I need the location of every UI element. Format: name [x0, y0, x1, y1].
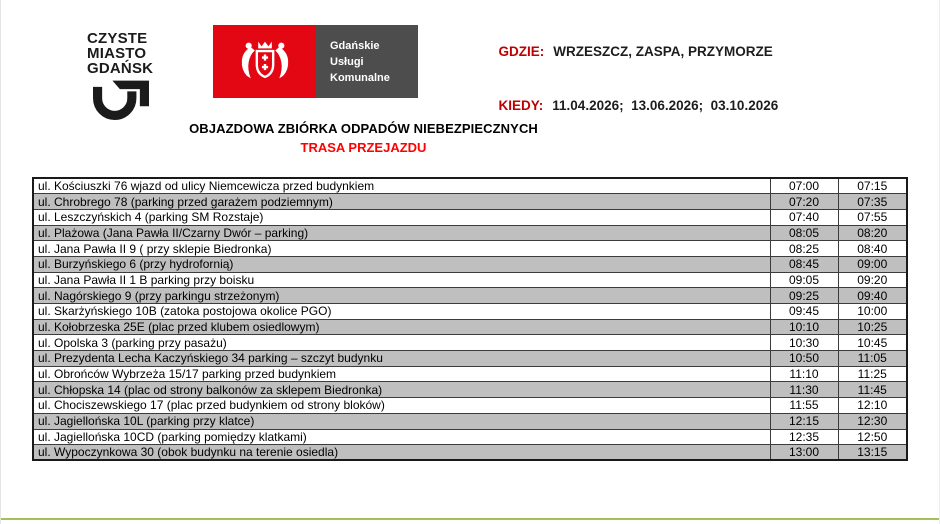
city-logo: [87, 31, 153, 120]
time-from-cell: 10:30: [770, 335, 838, 351]
time-to-cell: 08:20: [838, 225, 907, 241]
time-to-cell: 09:00: [838, 256, 907, 272]
time-from-cell: 12:35: [770, 429, 838, 445]
where-value: WRZESZCZ, ZASPA, PRZYMORZE: [553, 44, 773, 59]
street-cell: ul. Leszczyńskich 4 (parking SM Rozstaje): [33, 209, 770, 225]
title-block: [181, 121, 546, 155]
guk-logo: [213, 25, 418, 98]
time-to-cell: 12:10: [838, 398, 907, 414]
time-to-cell: 09:40: [838, 288, 907, 304]
time-to-cell: 08:40: [838, 241, 907, 257]
street-cell: ul. Jagiellońska 10L (parking przy klatce): [33, 413, 770, 429]
street-cell: ul. Burzyńskiego 6 (przy hydrofornią): [33, 256, 770, 272]
city-logo-text: [87, 31, 153, 76]
time-from-cell: 10:10: [770, 319, 838, 335]
guk-logo-text: [316, 25, 418, 98]
table-row: [33, 209, 907, 225]
street-cell: ul. Chrobrego 78 (parking przed garażem podziemnym): [33, 194, 770, 210]
street-cell: ul. Kołobrzeska 25E (plac przed klubem osiedlowym): [33, 319, 770, 335]
table-row: [33, 413, 907, 429]
time-to-cell: 10:25: [838, 319, 907, 335]
time-to-cell: 10:45: [838, 335, 907, 351]
time-from-cell: 08:05: [770, 225, 838, 241]
guk-logo-line2: Usługi: [330, 56, 364, 68]
time-to-cell: 07:55: [838, 209, 907, 225]
where-label: GDZIE:: [498, 44, 545, 59]
time-from-cell: 13:00: [770, 445, 838, 461]
table-row: [33, 241, 907, 257]
time-from-cell: 08:25: [770, 241, 838, 257]
time-from-cell: 07:40: [770, 209, 838, 225]
time-to-cell: 12:50: [838, 429, 907, 445]
schedule-table: [32, 177, 908, 461]
guk-logo-line3: Komunalne: [330, 72, 390, 84]
city-logo-line2: MIASTO: [87, 45, 147, 62]
table-row: [33, 178, 907, 194]
table-row: [33, 429, 907, 445]
street-cell: ul. Kościuszki 76 wjazd od ulicy Niemcewicza przed budynkiem: [33, 178, 770, 194]
time-to-cell: 07:35: [838, 194, 907, 210]
street-cell: ul. Plażowa (Jana Pawła II/Czarny Dwór – parking): [33, 225, 770, 241]
guk-logo-crest-panel: [213, 25, 316, 98]
street-cell: ul. Chociszewskiego 17 (plac przed budynkiem od strony bloków): [33, 398, 770, 414]
table-row: [33, 445, 907, 461]
table-row: [33, 335, 907, 351]
table-row: [33, 194, 907, 210]
time-to-cell: 11:25: [838, 366, 907, 382]
street-cell: ul. Skarżyńskiego 10B (zatoka postojowa okolice PGO): [33, 304, 770, 320]
time-to-cell: 12:30: [838, 413, 907, 429]
when-label: KIEDY:: [498, 98, 544, 113]
time-from-cell: 07:20: [770, 194, 838, 210]
time-to-cell: 09:20: [838, 272, 907, 288]
time-from-cell: 10:50: [770, 351, 838, 367]
street-cell: ul. Wypoczynkowa 30 (obok budynku na terenie osiedla): [33, 445, 770, 461]
table-row: [33, 351, 907, 367]
city-logo-line1: CZYSTE: [87, 30, 148, 47]
gdansk-coat-of-arms-icon: [231, 37, 299, 87]
footer-accent-line: [1, 518, 940, 520]
table-row: [33, 272, 907, 288]
table-row: [33, 256, 907, 272]
time-from-cell: 11:55: [770, 398, 838, 414]
time-to-cell: 07:15: [838, 178, 907, 194]
table-row: [33, 288, 907, 304]
table-row: [33, 304, 907, 320]
time-to-cell: 10:00: [838, 304, 907, 320]
street-cell: ul. Chłopska 14 (plac od strony balkonów za sklepem Biedronka): [33, 382, 770, 398]
street-cell: ul. Nagórskiego 9 (przy parkingu strzeżonym): [33, 288, 770, 304]
street-cell: ul. Jagiellońska 10CD (parking pomiędzy klatkami): [33, 429, 770, 445]
time-from-cell: 11:30: [770, 382, 838, 398]
time-from-cell: 09:25: [770, 288, 838, 304]
city-logo-line3: GDAŃSK: [87, 60, 154, 77]
guk-logo-line1: Gdańskie: [330, 40, 380, 52]
gdansk-g-icon: [89, 80, 153, 120]
street-cell: ul. Jana Pawła II 9 ( przy sklepie Biedronka): [33, 241, 770, 257]
street-cell: ul. Obrońców Wybrzeża 15/17 parking przed budynkiem: [33, 366, 770, 382]
table-row: [33, 319, 907, 335]
street-cell: ul. Prezydenta Lecha Kaczyńskiego 34 parking – szczyt budynku: [33, 351, 770, 367]
where-row: [476, 29, 778, 74]
time-from-cell: 11:10: [770, 366, 838, 382]
time-to-cell: 11:45: [838, 382, 907, 398]
time-from-cell: 08:45: [770, 256, 838, 272]
table-row: [33, 366, 907, 382]
time-to-cell: 11:05: [838, 351, 907, 367]
table-row: [33, 382, 907, 398]
time-from-cell: 09:45: [770, 304, 838, 320]
time-from-cell: 09:05: [770, 272, 838, 288]
schedule-table-body: [33, 178, 907, 460]
street-cell: ul. Jana Pawła II 1 B parking przy boisku: [33, 272, 770, 288]
street-cell: ul. Opolska 3 (parking przy pasażu): [33, 335, 770, 351]
table-row: [33, 225, 907, 241]
time-from-cell: 12:15: [770, 413, 838, 429]
page-title: OBJAZDOWA ZBIÓRKA ODPADÓW NIEBEZPIECZNYCH: [189, 121, 538, 136]
table-row: [33, 398, 907, 414]
when-value: 11.04.2026; 13.06.2026; 03.10.2026: [552, 98, 779, 113]
time-to-cell: 13:15: [838, 445, 907, 461]
time-from-cell: 07:00: [770, 178, 838, 194]
page-subtitle: TRASA PRZEJAZDU: [300, 140, 427, 155]
